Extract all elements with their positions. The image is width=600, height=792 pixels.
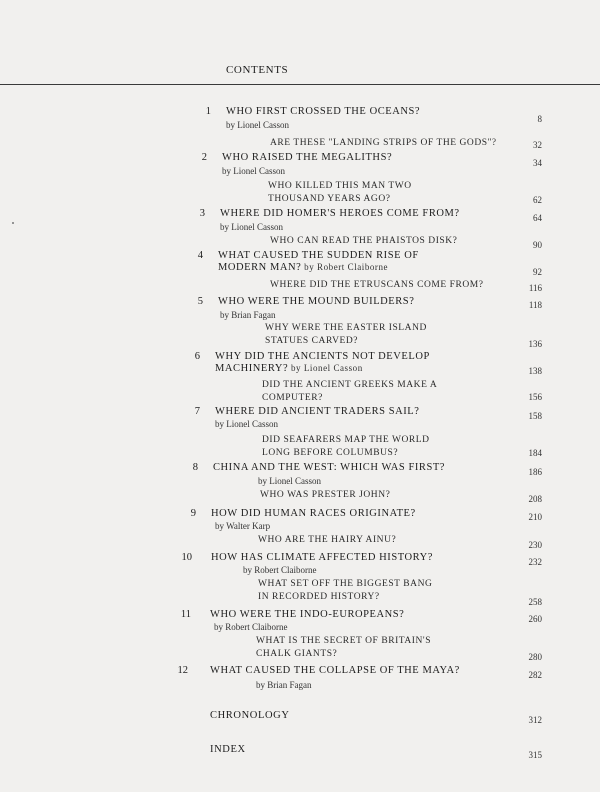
sidebar-page-number: 32 xyxy=(533,140,542,150)
contents-heading: CONTENTS xyxy=(226,64,289,76)
sidebar-title[interactable]: WHO KILLED THIS MAN TWO xyxy=(268,181,412,191)
chapter-page-number: 92 xyxy=(533,267,542,277)
sidebar-title[interactable]: IN RECORDED HISTORY? xyxy=(258,592,380,602)
chapter-number: 1 xyxy=(205,106,211,117)
chapter-title[interactable]: MACHINERY? by Lionel Casson xyxy=(215,363,363,374)
sidebar-page-number: 208 xyxy=(528,494,542,504)
sidebar-page-number: 156 xyxy=(528,392,542,402)
chapter-number: 5 xyxy=(197,296,203,307)
sidebar-title[interactable]: LONG BEFORE COLUMBUS? xyxy=(262,448,399,458)
sidebar-title[interactable]: WHO WAS PRESTER JOHN? xyxy=(260,490,391,500)
chapter-title[interactable]: CHINA AND THE WEST: WHICH WAS FIRST? xyxy=(213,462,446,473)
chapter-number: 7 xyxy=(194,406,200,417)
chapter-page-number: 186 xyxy=(528,467,542,477)
end-matter-page-number: 312 xyxy=(528,715,542,725)
chapter-number: 11 xyxy=(180,609,191,620)
chapter-author: by Brian Fagan xyxy=(220,310,276,320)
chapter-author: by Lionel Casson xyxy=(258,476,321,486)
chapter-page-number: 232 xyxy=(528,557,542,567)
chapter-title[interactable]: WHO FIRST CROSSED THE OCEANS? xyxy=(226,106,421,117)
chapter-title[interactable]: WHO WERE THE MOUND BUILDERS? xyxy=(218,296,415,307)
sidebar-title-tail: ? xyxy=(492,137,497,147)
chapter-title[interactable]: WHERE DID ANCIENT TRADERS SAIL? xyxy=(215,406,420,417)
sidebar-title[interactable]: STATUES CARVED? xyxy=(265,336,359,346)
chapter-title[interactable]: WHO RAISED THE MEGALITHS? xyxy=(222,152,393,163)
chapter-author: by Brian Fagan xyxy=(256,680,312,690)
chapter-author: by Lionel Casson xyxy=(215,419,278,429)
chapter-number: 12 xyxy=(177,665,188,676)
chapter-author: by Lionel Casson xyxy=(222,166,285,176)
sidebar-page-number: 90 xyxy=(533,240,542,250)
chapter-page-number: 158 xyxy=(528,411,542,421)
chapter-title[interactable]: WHO WERE THE INDO-EUROPEANS? xyxy=(210,609,405,620)
chapter-page-number: 64 xyxy=(533,213,542,223)
sidebar-title[interactable]: CHALK GIANTS? xyxy=(256,649,338,659)
sidebar-page-number: 258 xyxy=(528,597,542,607)
end-matter-page-number: 315 xyxy=(528,750,542,760)
chapter-page-number: 118 xyxy=(528,300,542,310)
chapter-author: by Robert Claiborne xyxy=(214,622,288,632)
chapter-author: by Lionel Casson xyxy=(220,222,283,232)
sidebar-title[interactable]: COMPUTER? xyxy=(262,393,323,403)
sidebar-title[interactable]: DID THE ANCIENT GREEKS MAKE A xyxy=(262,380,438,390)
chapter-author: by Walter Karp xyxy=(215,521,271,531)
sidebar-page-number: 62 xyxy=(533,195,542,205)
chapter-title[interactable]: WHAT CAUSED THE SUDDEN RISE OF xyxy=(218,250,419,261)
paper-speck xyxy=(12,222,14,224)
chapter-number: 2 xyxy=(201,152,207,163)
sidebar-title[interactable]: WHAT IS THE SECRET OF BRITAIN'S xyxy=(256,636,432,646)
chapter-title[interactable]: WHAT CAUSED THE COLLAPSE OF THE MAYA? xyxy=(210,665,460,676)
chapter-page-number: 34 xyxy=(533,158,542,168)
chapter-author: by Lionel Casson xyxy=(226,120,289,130)
sidebar-page-number: 280 xyxy=(528,652,542,662)
sidebar-page-number: 184 xyxy=(528,448,542,458)
chapter-page-number: 260 xyxy=(528,614,542,624)
sidebar-title[interactable]: THOUSAND YEARS AGO? xyxy=(268,194,391,204)
chapter-page-number: 8 xyxy=(537,114,542,124)
chapter-page-number: 210 xyxy=(528,512,542,522)
chapter-title[interactable]: WHERE DID HOMER'S HEROES COME FROM? xyxy=(220,208,460,219)
chapter-title[interactable]: MODERN MAN? by Robert Claiborne xyxy=(218,262,389,273)
chapter-title[interactable]: WHY DID THE ANCIENTS NOT DEVELOP xyxy=(215,351,430,362)
sidebar-title[interactable]: DID SEAFARERS MAP THE WORLD xyxy=(262,435,430,445)
sidebar-title[interactable]: WHERE DID THE ETRUSCANS COME FROM? xyxy=(270,280,484,290)
chapter-number: 3 xyxy=(199,208,205,219)
end-matter-label[interactable]: CHRONOLOGY xyxy=(210,710,290,721)
sidebar-page-number: 116 xyxy=(528,283,542,293)
chapter-page-number: 282 xyxy=(528,670,542,680)
sidebar-title[interactable]: WHO ARE THE HAIRY AINU? xyxy=(258,535,397,545)
chapter-author: by Lionel Casson xyxy=(288,363,363,373)
sidebar-page-number: 230 xyxy=(528,540,542,550)
chapter-number: 8 xyxy=(192,462,198,473)
chapter-author: by Robert Claiborne xyxy=(301,262,389,272)
chapter-title[interactable]: HOW DID HUMAN RACES ORIGINATE? xyxy=(211,508,416,519)
end-matter-label[interactable]: INDEX xyxy=(210,744,246,755)
chapter-number: 6 xyxy=(194,351,200,362)
chapter-page-number: 138 xyxy=(528,366,542,376)
chapter-number: 10 xyxy=(181,552,192,563)
sidebar-page-number: 136 xyxy=(528,339,542,349)
chapter-author: by Robert Claiborne xyxy=(243,565,317,575)
sidebar-title[interactable]: WHY WERE THE EASTER ISLAND xyxy=(265,323,427,333)
sidebar-title[interactable]: WHO CAN READ THE PHAISTOS DISK? xyxy=(270,236,458,246)
chapter-number: 4 xyxy=(197,250,203,261)
chapter-number: 9 xyxy=(190,508,196,519)
sidebar-title[interactable]: ARE THESE "LANDING STRIPS OF THE GODS"? xyxy=(270,137,497,148)
chapter-title[interactable]: HOW HAS CLIMATE AFFECTED HISTORY? xyxy=(211,552,433,563)
header-rule xyxy=(0,84,600,85)
sidebar-title[interactable]: WHAT SET OFF THE BIGGEST BANG xyxy=(258,579,433,589)
